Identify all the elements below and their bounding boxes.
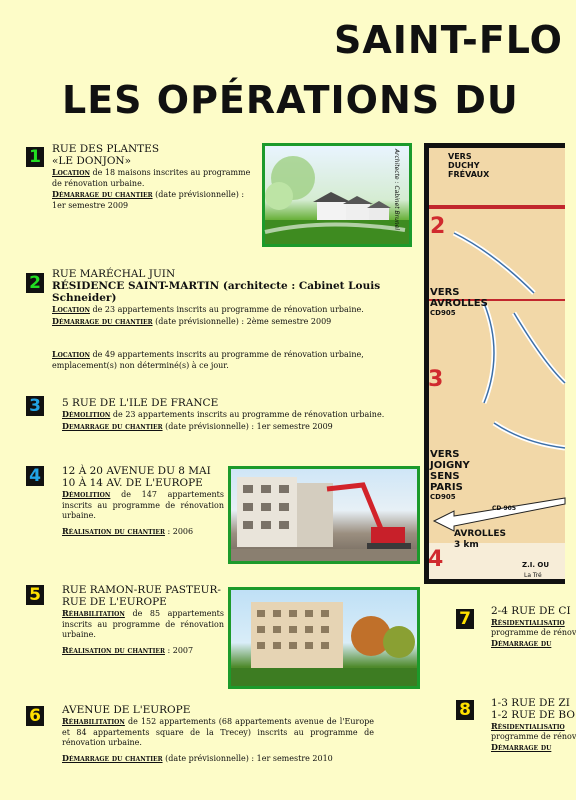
op4-head-1: 12 À 20 AVENUE DU 8 MAI (62, 465, 211, 477)
op5-text-1: de 85 appartements inscrits au programme de rénovation urbaine. (62, 609, 224, 639)
operation-number-1: 1 (26, 147, 44, 167)
op1-head-2: «LE DONJON» (52, 155, 132, 167)
operation-number-7: 7 (456, 609, 474, 629)
op6-text-2: (date prévisionnelle) : 1er semestre 2010 (162, 753, 333, 763)
operation-number-6: 6 (26, 706, 44, 726)
map (424, 143, 565, 584)
op6-text-1: de 152 appartements (68 appartements avenue de l'Europe et 84 appartements square de la Trecey) inscrits au programme de rénovation urbaine. (62, 717, 374, 747)
op2-label-1: Location (52, 304, 90, 314)
page-title-line1: SAINT-FLO (334, 18, 563, 62)
operation-number-8: 8 (456, 700, 474, 720)
map-label-15: La Tré (524, 572, 542, 579)
op1-text-2: (date prévisionnelle) : 1er semestre 2009 (52, 190, 245, 210)
op4-text-1: de 147 appartements inscrits au programme de rénovation urbaine. (62, 490, 224, 520)
operation-1 (52, 143, 260, 211)
op2-head-2: RÉSIDENCE SAINT-MARTIN (architecte : Cabinet Louis Schneider) (52, 280, 381, 304)
map-label-13: CD 905 (492, 505, 516, 512)
map-label-4: AVROLLES (430, 298, 488, 309)
op8-head-2: 1-2 RUE DE BO (491, 709, 575, 721)
operation-4 (62, 465, 224, 537)
op5-label-2: Réalisation du chantier (62, 644, 165, 655)
op2-text-1: de 23 appartements inscrits au programme de rénovation urbaine. (89, 305, 364, 314)
houses-illustration (265, 146, 409, 244)
op1-head-1: RUE DES PLANTES (52, 143, 160, 155)
op1-label-2: Démarrage du chantier (52, 189, 153, 199)
photo-rehabilitation (228, 587, 420, 689)
map-label-0: VERS (448, 152, 472, 161)
op2-text-2: (date prévisionnelle) : 2ème semestre 2009 (152, 316, 332, 326)
operation-8 (491, 697, 576, 753)
op3-label-1: Démolition (62, 409, 111, 419)
map-number-3: 3 (428, 367, 444, 392)
op2-label-2: Démarrage du chantier (52, 315, 153, 326)
op4-head-2: 10 À 14 AV. DE L'EUROPE (62, 477, 203, 489)
op1-label-1: Location (52, 167, 90, 177)
operation-7 (491, 605, 576, 649)
op7-label-2: Démarrage du (491, 638, 552, 648)
op7-head-1: 2-4 RUE DE CI (491, 605, 571, 617)
op8-text-1: programme de rénov (491, 731, 576, 741)
operation-number-5: 5 (26, 585, 44, 605)
op8-label-2: Démarrage du (491, 742, 552, 752)
map-label-6: VERS (430, 449, 460, 460)
op4-label-1: Démolition (62, 489, 111, 499)
op3-text-2: (date prévisionnelle) : 1er semestre 2009 (162, 421, 333, 431)
map-label-3: VERS (430, 287, 460, 298)
building-illustration (231, 590, 417, 686)
photo-credit: Architecte : Cabinet Brunel (392, 148, 400, 231)
photo-le-donjon (262, 143, 412, 247)
op7-label-1: Résidentialisatio (491, 617, 565, 627)
map-label-5: CD905 (430, 309, 456, 317)
op8-head-1: 1-3 RUE DE ZI (491, 697, 570, 709)
demolition-illustration (231, 469, 417, 561)
map-label-8: SENS (430, 471, 460, 482)
map-label-11: AVROLLES (454, 529, 507, 539)
op8-label-1: Résidentialisatio (491, 721, 565, 731)
op6-label-2: Démarrage du chantier (62, 752, 163, 763)
op2-text-3: de 49 appartements inscrits au programme de rénovation urbaine, emplacement(s) non déterminé(s) à ce jour. (52, 350, 364, 370)
map-label-2: FRÉVAUX (448, 170, 490, 179)
op6-label-1: Réhabilitation (62, 716, 125, 726)
map-label-14: Z.I. OU (522, 561, 550, 569)
operation-2 (52, 268, 422, 371)
op2-label-3: Location (52, 349, 90, 359)
op4-text-2: : 2006 (164, 526, 194, 536)
op5-head-1: RUE RAMON-RUE PASTEUR- (62, 584, 221, 596)
op3-text-1: de 23 appartements inscrits au programme de rénovation urbaine. (110, 410, 385, 419)
op6-head-1: AVENUE DE L'EUROPE (62, 704, 191, 716)
page-title-line2: LES OPÉRATIONS DU (62, 78, 519, 122)
map-number-4: 4 (428, 547, 444, 572)
operation-number-3: 3 (26, 396, 44, 416)
map-label-1: DUCHY (448, 161, 480, 170)
map-label-7: JOIGNY (430, 460, 470, 471)
operation-number-4: 4 (26, 466, 44, 486)
op3-head-1: 5 RUE DE L'ILE DE FRANCE (62, 397, 219, 409)
map-label-10: CD905 (430, 493, 456, 501)
op5-text-2: : 2007 (164, 645, 194, 655)
op3-label-2: Demarrage du chantier (62, 420, 163, 431)
op5-label-1: Réhabilitation (62, 608, 125, 618)
operation-3 (62, 397, 422, 432)
op1-text-1: de 18 maisons inscrites au programme de rénovation urbaine. (52, 168, 251, 188)
op4-label-2: Réalisation du chantier (62, 525, 165, 536)
map-label-9: PARIS (430, 482, 463, 493)
op7-text-1: programme de rénov (491, 627, 576, 637)
map-number-2: 2 (430, 214, 446, 239)
op5-head-2: RUE DE L'EUROPE (62, 596, 167, 608)
map-graphic (424, 143, 565, 584)
operation-number-2: 2 (26, 273, 44, 293)
photo-demolition (228, 466, 420, 564)
operation-6 (62, 704, 374, 764)
op2-head-1: RUE MARÉCHAL JUIN (52, 268, 176, 280)
operation-5 (62, 584, 224, 656)
map-label-12: 3 km (454, 540, 479, 550)
